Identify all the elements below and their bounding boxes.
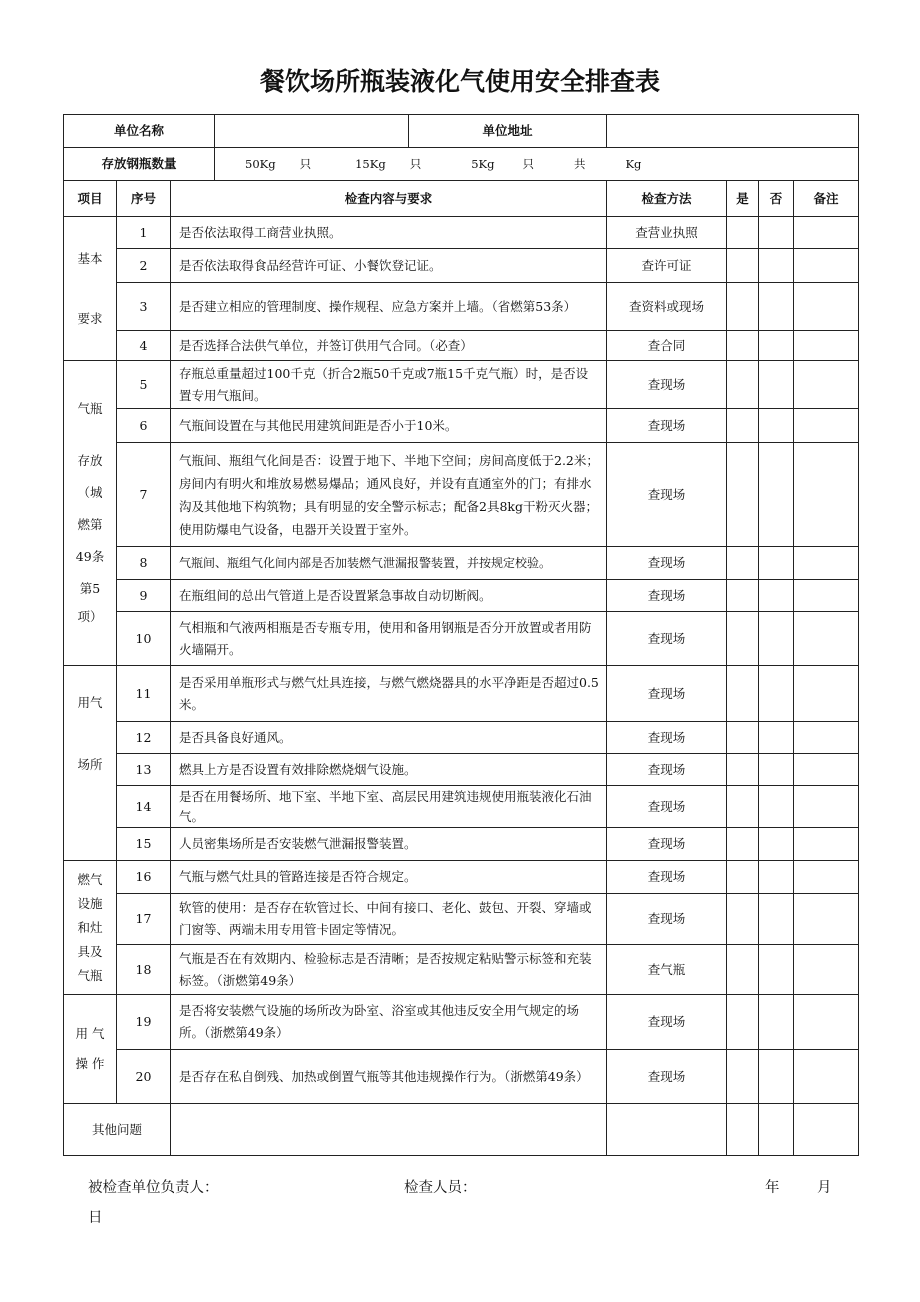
row-method: 查现场	[607, 722, 727, 754]
qty-5kg-unit: 只	[522, 157, 534, 171]
yes-cell[interactable]	[727, 580, 759, 612]
no-cell[interactable]	[759, 945, 794, 995]
yes-cell[interactable]	[727, 722, 759, 754]
unit-address-field[interactable]	[607, 115, 859, 148]
table-row	[64, 409, 859, 443]
no-cell[interactable]	[759, 1050, 794, 1104]
row-content: 人员密集场所是否安装燃气泄漏报警装置。	[171, 828, 607, 861]
no-cell[interactable]	[759, 666, 794, 722]
remark-cell[interactable]	[794, 249, 859, 283]
row-number: 16	[117, 861, 171, 894]
yes-cell[interactable]	[727, 894, 759, 945]
header-seq: 序号	[117, 181, 171, 217]
no-cell[interactable]	[759, 786, 794, 828]
unit-address-label: 单位地址	[482, 123, 533, 138]
category-operation	[64, 995, 117, 1104]
row-number: 18	[117, 945, 171, 995]
page-title: 餐饮场所瓶装液化气使用安全排查表	[259, 67, 660, 96]
row-method: 查现场	[607, 786, 727, 828]
inspection-table	[63, 114, 859, 1156]
row-method: 查现场	[607, 1050, 727, 1104]
no-cell[interactable]	[759, 861, 794, 894]
row-number: 12	[117, 722, 171, 754]
table-row	[64, 361, 859, 409]
table-row	[64, 547, 859, 580]
remark-cell[interactable]	[794, 945, 859, 995]
other-issues-field[interactable]	[171, 1104, 607, 1156]
row-number: 10	[117, 612, 171, 666]
category-storage-line: 存放	[77, 453, 103, 468]
row-method: 查现场	[607, 409, 727, 443]
row-number: 13	[117, 754, 171, 786]
category-storage-line: 项）	[77, 609, 103, 624]
table-row	[64, 786, 859, 828]
remark-cell[interactable]	[794, 1104, 859, 1156]
row-number: 3	[117, 283, 171, 331]
row-method: 查现场	[607, 547, 727, 580]
no-cell[interactable]	[759, 995, 794, 1050]
no-cell[interactable]	[759, 894, 794, 945]
remark-cell[interactable]	[794, 861, 859, 894]
other-issues-method-cell[interactable]	[607, 1104, 727, 1156]
category-storage-line: 气瓶	[77, 401, 103, 416]
table-row	[64, 283, 859, 331]
yes-cell[interactable]	[727, 612, 759, 666]
month-label: 月	[817, 1180, 832, 1196]
row-content: 是否依法取得工商营业执照。	[171, 217, 607, 249]
row-content: 软管的使用：是否存在软管过长、中间有接口、老化、鼓包、开裂、穿墙或门窗等、两端未用专用管卡固定等情况。	[171, 894, 607, 945]
no-cell[interactable]	[759, 1104, 794, 1156]
other-issues-label: 其他问题	[64, 1104, 171, 1156]
table-row	[64, 612, 859, 666]
row-number: 11	[117, 666, 171, 722]
row-content: 气相瓶和气液两相瓶是否专瓶专用，使用和备用钢瓶是否分开放置或者用防火墙隔开。	[171, 612, 607, 666]
yes-cell[interactable]	[727, 283, 759, 331]
inspected-unit-label: 被检查单位负责人：	[88, 1180, 219, 1196]
row-content: 气瓶间设置在与其他民用建筑间距是否小于10米。	[171, 409, 607, 443]
yes-cell[interactable]	[727, 995, 759, 1050]
yes-cell[interactable]	[727, 754, 759, 786]
qty-5kg-label: 5Kg	[471, 157, 495, 171]
yes-cell[interactable]	[727, 666, 759, 722]
table-header-row	[64, 181, 859, 217]
no-cell[interactable]	[759, 283, 794, 331]
row-content: 是否将安装燃气设施的场所改为卧室、浴室或其他违反安全用气规定的场所。（浙燃第49条）	[171, 995, 607, 1050]
remark-cell[interactable]	[794, 331, 859, 361]
info-row-quantity	[64, 148, 859, 181]
category-facility-line: 具及	[77, 943, 103, 959]
table-row	[64, 443, 859, 547]
year-label: 年	[765, 1180, 780, 1196]
yes-cell[interactable]	[727, 443, 759, 547]
remark-cell[interactable]	[794, 666, 859, 722]
no-cell[interactable]	[759, 361, 794, 409]
remark-cell[interactable]	[794, 409, 859, 443]
remark-cell[interactable]	[794, 612, 859, 666]
remark-cell[interactable]	[794, 722, 859, 754]
info-row-unit	[64, 115, 859, 148]
row-method: 查现场	[607, 666, 727, 722]
table-row	[64, 861, 859, 894]
category-facility-line: 气瓶	[77, 967, 103, 983]
remark-cell[interactable]	[794, 894, 859, 945]
qty-total-label: 共	[573, 157, 586, 171]
row-content: 是否采用单瓶形式与燃气灶具连接，与燃气燃烧器具的水平净距是否超过0.5米。	[171, 666, 607, 722]
qty-50kg-label: 50Kg	[245, 157, 276, 171]
row-method: 查现场	[607, 828, 727, 861]
category-basic-line: 要求	[77, 310, 103, 326]
no-cell[interactable]	[759, 754, 794, 786]
row-content: 在瓶组间的总出气管道上是否设置紧急事故自动切断阀。	[171, 580, 607, 612]
row-method: 查现场	[607, 612, 727, 666]
remark-cell[interactable]	[794, 443, 859, 547]
table-row	[64, 217, 859, 249]
category-facility-line: 和灶	[77, 919, 103, 935]
row-number: 5	[117, 361, 171, 409]
header-yes: 是	[727, 181, 759, 217]
table-row	[64, 331, 859, 361]
remark-cell[interactable]	[794, 217, 859, 249]
row-number: 8	[117, 547, 171, 580]
row-number: 9	[117, 580, 171, 612]
header-remark: 备注	[794, 181, 859, 217]
category-storage-line: 燃第	[77, 517, 103, 532]
no-cell[interactable]	[759, 217, 794, 249]
row-number: 1	[117, 217, 171, 249]
table-row	[64, 722, 859, 754]
yes-cell[interactable]	[727, 361, 759, 409]
row-method: 查现场	[607, 995, 727, 1050]
row-method: 查现场	[607, 894, 727, 945]
remark-cell[interactable]	[794, 1050, 859, 1104]
yes-cell[interactable]	[727, 861, 759, 894]
no-cell[interactable]	[759, 722, 794, 754]
row-number: 20	[117, 1050, 171, 1104]
table-row	[64, 894, 859, 945]
qty-15kg-label: 15Kg	[355, 157, 386, 171]
row-method: 查现场	[607, 443, 727, 547]
category-facility-line: 设施	[77, 895, 103, 911]
header-method: 检查方法	[607, 181, 727, 217]
table-row	[64, 945, 859, 995]
category-operation-line: 操 作	[75, 1056, 105, 1071]
unit-name-label: 单位名称	[64, 115, 215, 147]
header-content: 检查内容与要求	[171, 181, 607, 217]
row-number: 15	[117, 828, 171, 861]
unit-name-field[interactable]	[215, 115, 409, 147]
row-method: 查许可证	[607, 249, 727, 283]
row-content: 是否存在私自倒残、加热或倒置气瓶等其他违规操作行为。（浙燃第49条）	[171, 1050, 607, 1104]
no-cell[interactable]	[759, 331, 794, 361]
table-row	[64, 1050, 859, 1104]
remark-cell[interactable]	[794, 580, 859, 612]
table-row	[64, 666, 859, 722]
row-content: 存瓶总重量超过100千克（折合2瓶50千克或7瓶15千克气瓶）时，是否设置专用气瓶间。	[171, 361, 607, 409]
table-row	[64, 828, 859, 861]
row-content: 是否依法取得食品经营许可证、小餐饮登记证。	[171, 249, 607, 283]
remark-cell[interactable]	[794, 547, 859, 580]
remark-cell[interactable]	[794, 754, 859, 786]
row-content: 是否建立相应的管理制度、操作规程、应急方案并上墙。（省燃第53条）	[171, 283, 607, 331]
day-label: 日	[88, 1210, 103, 1226]
yes-cell[interactable]	[727, 547, 759, 580]
other-issues-row	[64, 1104, 859, 1156]
row-content: 气瓶间、瓶组气化间内部是否加装燃气泄漏报警装置，并按规定校验。	[171, 547, 607, 580]
cylinder-count-label: 存放钢瓶数量	[64, 148, 215, 180]
row-method: 查资料或现场	[607, 283, 727, 331]
row-method: 查营业执照	[607, 217, 727, 249]
yes-cell[interactable]	[727, 331, 759, 361]
row-content: 是否选择合法供气单位，并签订供用气合同。（必查）	[171, 331, 607, 361]
row-content: 是否具备良好通风。	[171, 722, 607, 754]
table-row	[64, 249, 859, 283]
header-item: 项目	[64, 181, 117, 217]
row-number: 4	[117, 331, 171, 361]
row-method: 查现场	[607, 754, 727, 786]
yes-cell[interactable]	[727, 828, 759, 861]
table-row	[64, 995, 859, 1050]
no-cell[interactable]	[759, 828, 794, 861]
row-content: 是否在用餐场所、地下室、半地下室、高层民用建筑违规使用瓶装液化石油气。	[171, 786, 607, 828]
row-method: 查气瓶	[607, 945, 727, 995]
category-usage-line: 用气	[77, 695, 103, 710]
category-storage	[64, 361, 117, 666]
category-storage-line: 第5	[79, 581, 101, 596]
category-storage-line: （城	[77, 485, 103, 500]
row-number: 17	[117, 894, 171, 945]
row-number: 6	[117, 409, 171, 443]
row-number: 2	[117, 249, 171, 283]
row-content: 气瓶是否在有效期内、检验标志是否清晰；是否按规定粘贴警示标签和充装标签。（浙燃第49条）	[171, 945, 607, 995]
header-no: 否	[759, 181, 794, 217]
category-usage-line: 场所	[77, 757, 103, 772]
row-number: 19	[117, 995, 171, 1050]
category-storage-line: 49条	[75, 549, 105, 564]
remark-cell[interactable]	[794, 995, 859, 1050]
table-row	[64, 580, 859, 612]
row-method: 查合同	[607, 331, 727, 361]
no-cell[interactable]	[759, 409, 794, 443]
row-number: 7	[117, 443, 171, 547]
row-content: 燃具上方是否设置有效排除燃烧烟气设施。	[171, 754, 607, 786]
category-basic-line: 基本	[77, 250, 103, 266]
no-cell[interactable]	[759, 580, 794, 612]
yes-cell[interactable]	[727, 945, 759, 995]
yes-cell[interactable]	[727, 409, 759, 443]
no-cell[interactable]	[759, 547, 794, 580]
category-facility	[64, 861, 117, 995]
no-cell[interactable]	[759, 249, 794, 283]
row-method: 查现场	[607, 580, 727, 612]
no-cell[interactable]	[759, 612, 794, 666]
row-number: 14	[117, 786, 171, 828]
yes-cell[interactable]	[727, 1104, 759, 1156]
qty-15kg-unit: 只	[409, 157, 422, 171]
remark-cell[interactable]	[794, 828, 859, 861]
no-cell[interactable]	[759, 443, 794, 547]
row-content: 气瓶与燃气灶具的管路连接是否符合规定。	[171, 861, 607, 894]
yes-cell[interactable]	[727, 217, 759, 249]
cylinder-quantity-line[interactable]	[215, 153, 641, 175]
category-facility-line: 燃气	[77, 871, 103, 887]
category-basic	[64, 217, 117, 361]
remark-cell[interactable]	[794, 283, 859, 331]
inspector-label: 检查人员：	[404, 1180, 477, 1196]
yes-cell[interactable]	[727, 249, 759, 283]
remark-cell[interactable]	[794, 786, 859, 828]
row-content: 气瓶间、瓶组气化间是否：设置于地下、半地下空间；房间高度低于2.2米；房间内有明火和堆放易燃易爆品；通风良好，并设有直通室外的门；有排水沟及其他地下构筑物；具有明显的安全警示标志；配备2具8kg干粉灭火器；使用防爆电气设备，电器开关设置于室外。	[171, 443, 607, 547]
yes-cell[interactable]	[727, 786, 759, 828]
remark-cell[interactable]	[794, 361, 859, 409]
category-operation-line: 用 气	[75, 1026, 105, 1041]
qty-50kg-unit: 只	[299, 157, 312, 171]
row-method: 查现场	[607, 361, 727, 409]
category-usage-place	[64, 666, 117, 861]
yes-cell[interactable]	[727, 1050, 759, 1104]
table-row	[64, 754, 859, 786]
row-method: 查现场	[607, 861, 727, 894]
qty-total-unit: Kg	[625, 157, 642, 171]
